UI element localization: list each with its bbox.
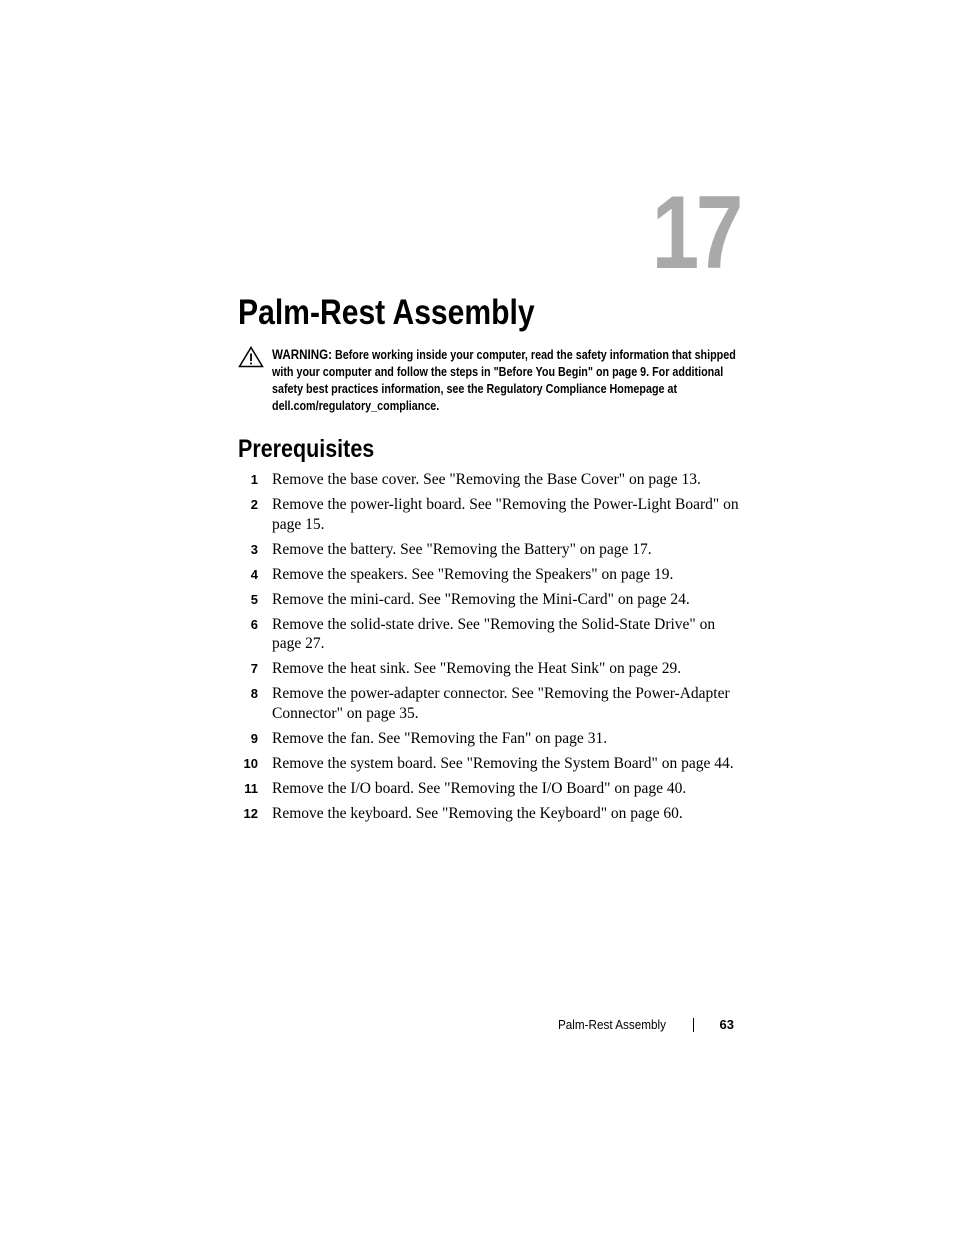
step-text: Remove the system board. See "Removing the System Board" on page 44.: [272, 754, 734, 772]
chapter-number: 17: [651, 175, 740, 291]
list-item: [238, 615, 748, 654]
list-item: [238, 729, 748, 749]
list-item: [238, 684, 748, 723]
page-title: Palm-Rest Assembly: [238, 293, 535, 332]
step-number: 12: [243, 805, 258, 821]
warning-label: WARNING:: [272, 347, 332, 362]
step-number: 3: [250, 541, 258, 557]
step-number: 2: [250, 497, 258, 512]
list-item: [238, 754, 748, 774]
list-item: [238, 540, 748, 560]
step-number: 9: [250, 730, 258, 746]
step-number: 5: [250, 591, 258, 607]
step-number: 7: [250, 661, 258, 676]
step-number: 1: [250, 472, 258, 487]
step-text: Remove the speakers. See "Removing the Speakers" on page 19.: [272, 565, 674, 583]
list-item: [238, 779, 748, 799]
list-item: [238, 659, 748, 679]
list-item: [238, 590, 748, 610]
warning-triangle-icon: [238, 346, 264, 368]
page-number: 63: [719, 1017, 734, 1032]
step-text: Remove the battery. See "Removing the Battery" on page 17.: [272, 540, 652, 558]
step-text: Remove the power-light board. See "Removing the Power-Light Board" on page 15.: [272, 496, 739, 533]
footer-divider: [693, 1018, 694, 1032]
step-text: Remove the power-adapter connector. See "Removing the Power-Adapter Connector" on page 35.: [272, 685, 730, 722]
list-item: [238, 495, 748, 534]
step-number: 10: [243, 755, 258, 771]
list-item: [238, 565, 748, 585]
step-number: 4: [250, 566, 258, 582]
warning-body: Before working inside your computer, read the safety information that shipped with your computer and follow the steps in "Before You Begin" on page 9. For additional safety best practices information, see the Regulatory Compliance Homepage at dell.com/regulatory_compliance.: [272, 348, 736, 413]
step-text: Remove the fan. See "Removing the Fan" on page 31.: [272, 729, 608, 747]
step-text: Remove the base cover. See "Removing the Base Cover" on page 13.: [272, 471, 701, 488]
step-number: 6: [250, 616, 258, 632]
list-item: [238, 804, 748, 824]
page-footer: [500, 1015, 736, 1035]
step-text: Remove the mini-card. See "Removing the Mini-Card" on page 24.: [272, 590, 690, 608]
footer-chapter-title: Palm-Rest Assembly: [558, 1017, 666, 1032]
list-item: [238, 470, 748, 490]
step-text: Remove the solid-state drive. See "Removing the Solid-State Drive" on page 27.: [272, 615, 716, 652]
section-heading-prerequisites: Prerequisites: [238, 435, 375, 463]
step-text: Remove the I/O board. See "Removing the I/O Board" on page 40.: [272, 779, 687, 797]
step-number: 8: [250, 686, 258, 701]
prerequisites-list: [238, 470, 748, 829]
step-number: 11: [244, 780, 258, 796]
warning-text: [272, 346, 754, 415]
step-text: Remove the keyboard. See "Removing the Keyboard" on page 60.: [272, 804, 683, 822]
step-text: Remove the heat sink. See "Removing the Heat Sink" on page 29.: [272, 660, 682, 677]
